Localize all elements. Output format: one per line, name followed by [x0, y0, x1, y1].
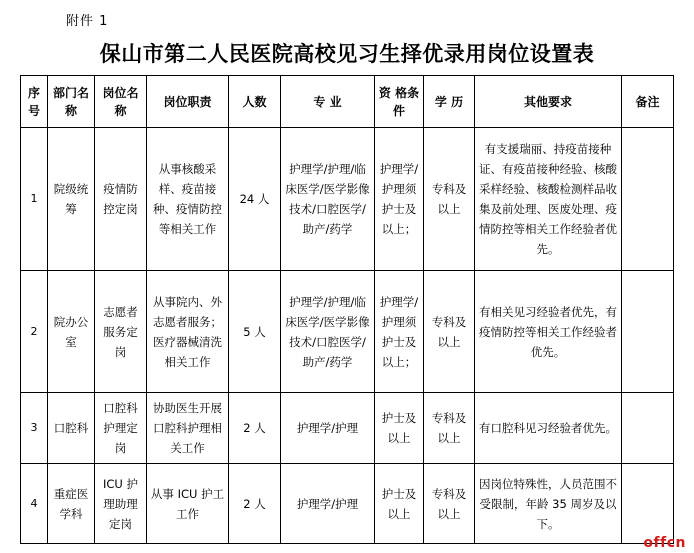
cell-duty: 从事 ICU 护工工作: [147, 464, 229, 544]
cell-seq: 4: [21, 464, 48, 544]
cell-note: [622, 393, 674, 464]
cell-major: 护理学/护理/临床医学/医学影像技术/口腔医学/助产/药学: [281, 271, 375, 393]
cell-post: 志愿者服务定岗: [95, 271, 147, 393]
page-title: 保山市第二人民医院高校见习生择优录用岗位设置表: [99, 41, 595, 66]
cell-dept: 重症医学科: [48, 464, 95, 544]
table-row: [21, 464, 674, 544]
cell-education: 专科及以上: [424, 464, 475, 544]
cell-major: 护理学/护理/临床医学/医学影像技术/口腔医学/助产/药学: [281, 128, 375, 271]
header-qualification: 资 格条件: [375, 76, 424, 128]
header-other-requirements: 其他要求: [475, 76, 622, 128]
cell-note: [622, 271, 674, 393]
position-table: [20, 75, 674, 544]
cell-other-requirements: 有口腔科见习经验者优先。: [475, 393, 622, 464]
offcn-watermark: offcn: [643, 535, 686, 551]
cell-major: 护理学/护理: [281, 393, 375, 464]
cell-education: 专科及以上: [424, 271, 475, 393]
cell-other-requirements: 因岗位特殊性，人员范围不受限制，年龄 35 周岁及以下。: [475, 464, 622, 544]
cell-seq: 1: [21, 128, 48, 271]
cell-duty: 协助医生开展口腔科护理相关工作: [147, 393, 229, 464]
cell-note: [622, 128, 674, 271]
cell-education: 专科及以上: [424, 393, 475, 464]
header-post: 岗位名称: [95, 76, 147, 128]
table-row: [21, 128, 674, 271]
cell-post: 口腔科护理定岗: [95, 393, 147, 464]
cell-seq: 3: [21, 393, 48, 464]
cell-duty: 从事院内、外志愿者服务；医疗器械清洗相关工作: [147, 271, 229, 393]
cell-post: ICU 护理助理定岗: [95, 464, 147, 544]
header-row: [21, 76, 674, 128]
header-note: 备注: [622, 76, 674, 128]
cell-count: 5 人: [229, 271, 281, 393]
cell-note: [622, 464, 674, 544]
cell-other-requirements: 有相关见习经验者优先，有疫情防控等相关工作经验者优先。: [475, 271, 622, 393]
attachment-label: 附件 1: [66, 14, 109, 29]
cell-qualification: 护理学/护理须护士及以上；: [375, 128, 424, 271]
cell-count: 2 人: [229, 393, 281, 464]
header-education: 学 历: [424, 76, 475, 128]
header-major: 专 业: [281, 76, 375, 128]
header-count: 人数: [229, 76, 281, 128]
header-dept: 部门名称: [48, 76, 95, 128]
cell-dept: 院级统筹: [48, 128, 95, 271]
cell-seq: 2: [21, 271, 48, 393]
cell-post: 疫情防控定岗: [95, 128, 147, 271]
cell-count: 2 人: [229, 464, 281, 544]
header-seq: 序号: [21, 76, 48, 128]
table-row: [21, 393, 674, 464]
cell-dept: 口腔科: [48, 393, 95, 464]
table-row: [21, 271, 674, 393]
cell-qualification: 护士及以上: [375, 464, 424, 544]
cell-count: 24 人: [229, 128, 281, 271]
cell-qualification: 护理学/护理须护士及以上；: [375, 271, 424, 393]
cell-education: 专科及以上: [424, 128, 475, 271]
cell-qualification: 护士及以上: [375, 393, 424, 464]
cell-major: 护理学/护理: [281, 464, 375, 544]
cell-other-requirements: 有支援瑞丽、持疫苗接种证、有疫苗接种经验、核酸采样经验、核酸检测样品收集及前处理、医废处理、疫情防控等相关工作经验者优先。: [475, 128, 622, 271]
cell-duty: 从事核酸采样、疫苗接种、疫情防控等相关工作: [147, 128, 229, 271]
cell-dept: 院办公室: [48, 271, 95, 393]
header-duty: 岗位职责: [147, 76, 229, 128]
